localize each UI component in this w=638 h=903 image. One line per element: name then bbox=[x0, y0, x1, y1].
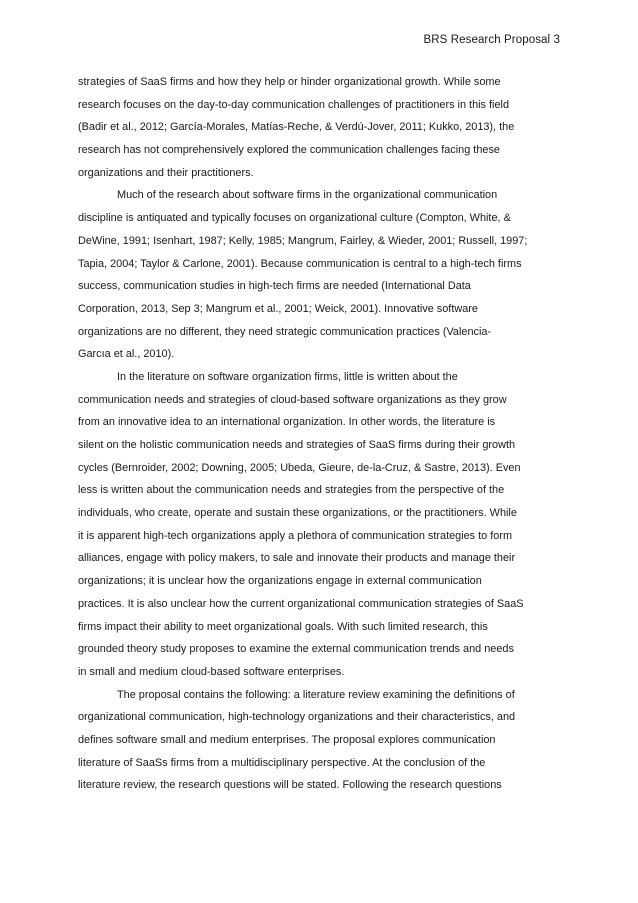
text-line: Corporation, 2013, Sep 3; Mangrum et al., 2001; Weick, 2001). Innovative software bbox=[78, 302, 478, 315]
text-line: organizations are no different, they need strategic communication practices (Valencia- bbox=[78, 325, 492, 338]
text-line: alliances, engage with policy makers, to sale and innovate their products and manage their bbox=[78, 552, 516, 565]
paragraph-first-line: In the literature on software organization firms, little is written about the bbox=[117, 370, 458, 383]
text-line: DeWine, 1991; Isenhart, 1987; Kelly, 1985; Mangrum, Fairley, & Wieder, 2001; Russell, 1997; bbox=[78, 234, 528, 247]
text-line: firms impact their ability to meet organizational goals. With such limited research, this bbox=[78, 620, 488, 633]
text-line: less is written about the communication needs and strategies from the perspective of the bbox=[78, 484, 505, 497]
text-line: research has not comprehensively explored the communication challenges facing these bbox=[78, 144, 500, 157]
text-line: it is apparent high-tech organizations apply a plethora of communication strategies to form bbox=[78, 529, 513, 542]
text-line: practices. It is also unclear how the current organizational communication strategies of SaaS bbox=[78, 597, 524, 610]
text-line: from an innovative idea to an international organization. In other words, the literature is bbox=[78, 416, 496, 429]
text-line: literature of SaaSs firms from a multidisciplinary perspective. At the conclusion of the bbox=[78, 756, 486, 769]
text-line: (Badir et al., 2012; García-Morales, Matías-Reche, & Verdú-Jover, 2011; Kukko, 2013), the bbox=[78, 121, 515, 134]
text-line: in small and medium cloud-based software enterprises. bbox=[78, 665, 345, 678]
text-line: defines software small and medium enterprises. The proposal explores communication bbox=[78, 733, 496, 746]
text-line: organizations and their practitioners. bbox=[78, 166, 254, 179]
paragraph-first-line: The proposal contains the following: a literature review examining the definitions of bbox=[117, 688, 515, 701]
text-line: silent on the holistic communication needs and strategies of SaaS firms during their growth bbox=[78, 439, 516, 451]
text-line: discipline is antiquated and typically focuses on organizational culture (Compton, White, & bbox=[78, 212, 511, 225]
text-line: organizational communication, high-technology organizations and their characteristics, and bbox=[78, 711, 516, 724]
text-line: organizations; it is unclear how the organizations engage in external communication bbox=[78, 575, 482, 588]
text-line: grounded theory study proposes to examine the external communication trends and needs bbox=[78, 643, 514, 656]
text-line: individuals, who create, operate and sustain these organizations, or the practitioners. While bbox=[78, 507, 517, 520]
text-line: cycles (Bernroider, 2002; Downing, 2005; Ubeda, Gieure, de-la-Cruz, & Sastre, 2013). Even bbox=[78, 461, 521, 474]
running-head: BRS Research Proposal 3 bbox=[423, 34, 560, 46]
text-line: research focuses on the day-to-day communication challenges of practitioners in this field bbox=[78, 98, 510, 111]
body-text bbox=[78, 71, 560, 797]
text-line: communication needs and strategies of cloud-based software organizations as they grow bbox=[78, 393, 507, 406]
text-line: success, communication studies in high-tech firms are needed (International Data bbox=[78, 280, 471, 293]
text-line: literature review, the research questions will be stated. Following the research questions bbox=[78, 779, 502, 792]
text-line: Garcıa et al., 2010). bbox=[78, 348, 175, 361]
paragraph-first-line: Much of the research about software firms in the organizational communication bbox=[117, 189, 498, 202]
text-line: strategies of SaaS firms and how they help or hinder organizational growth. While some bbox=[78, 76, 501, 88]
text-line: Tapia, 2004; Taylor & Carlone, 2001). Because communication is central to a high-tech firms bbox=[78, 257, 522, 270]
